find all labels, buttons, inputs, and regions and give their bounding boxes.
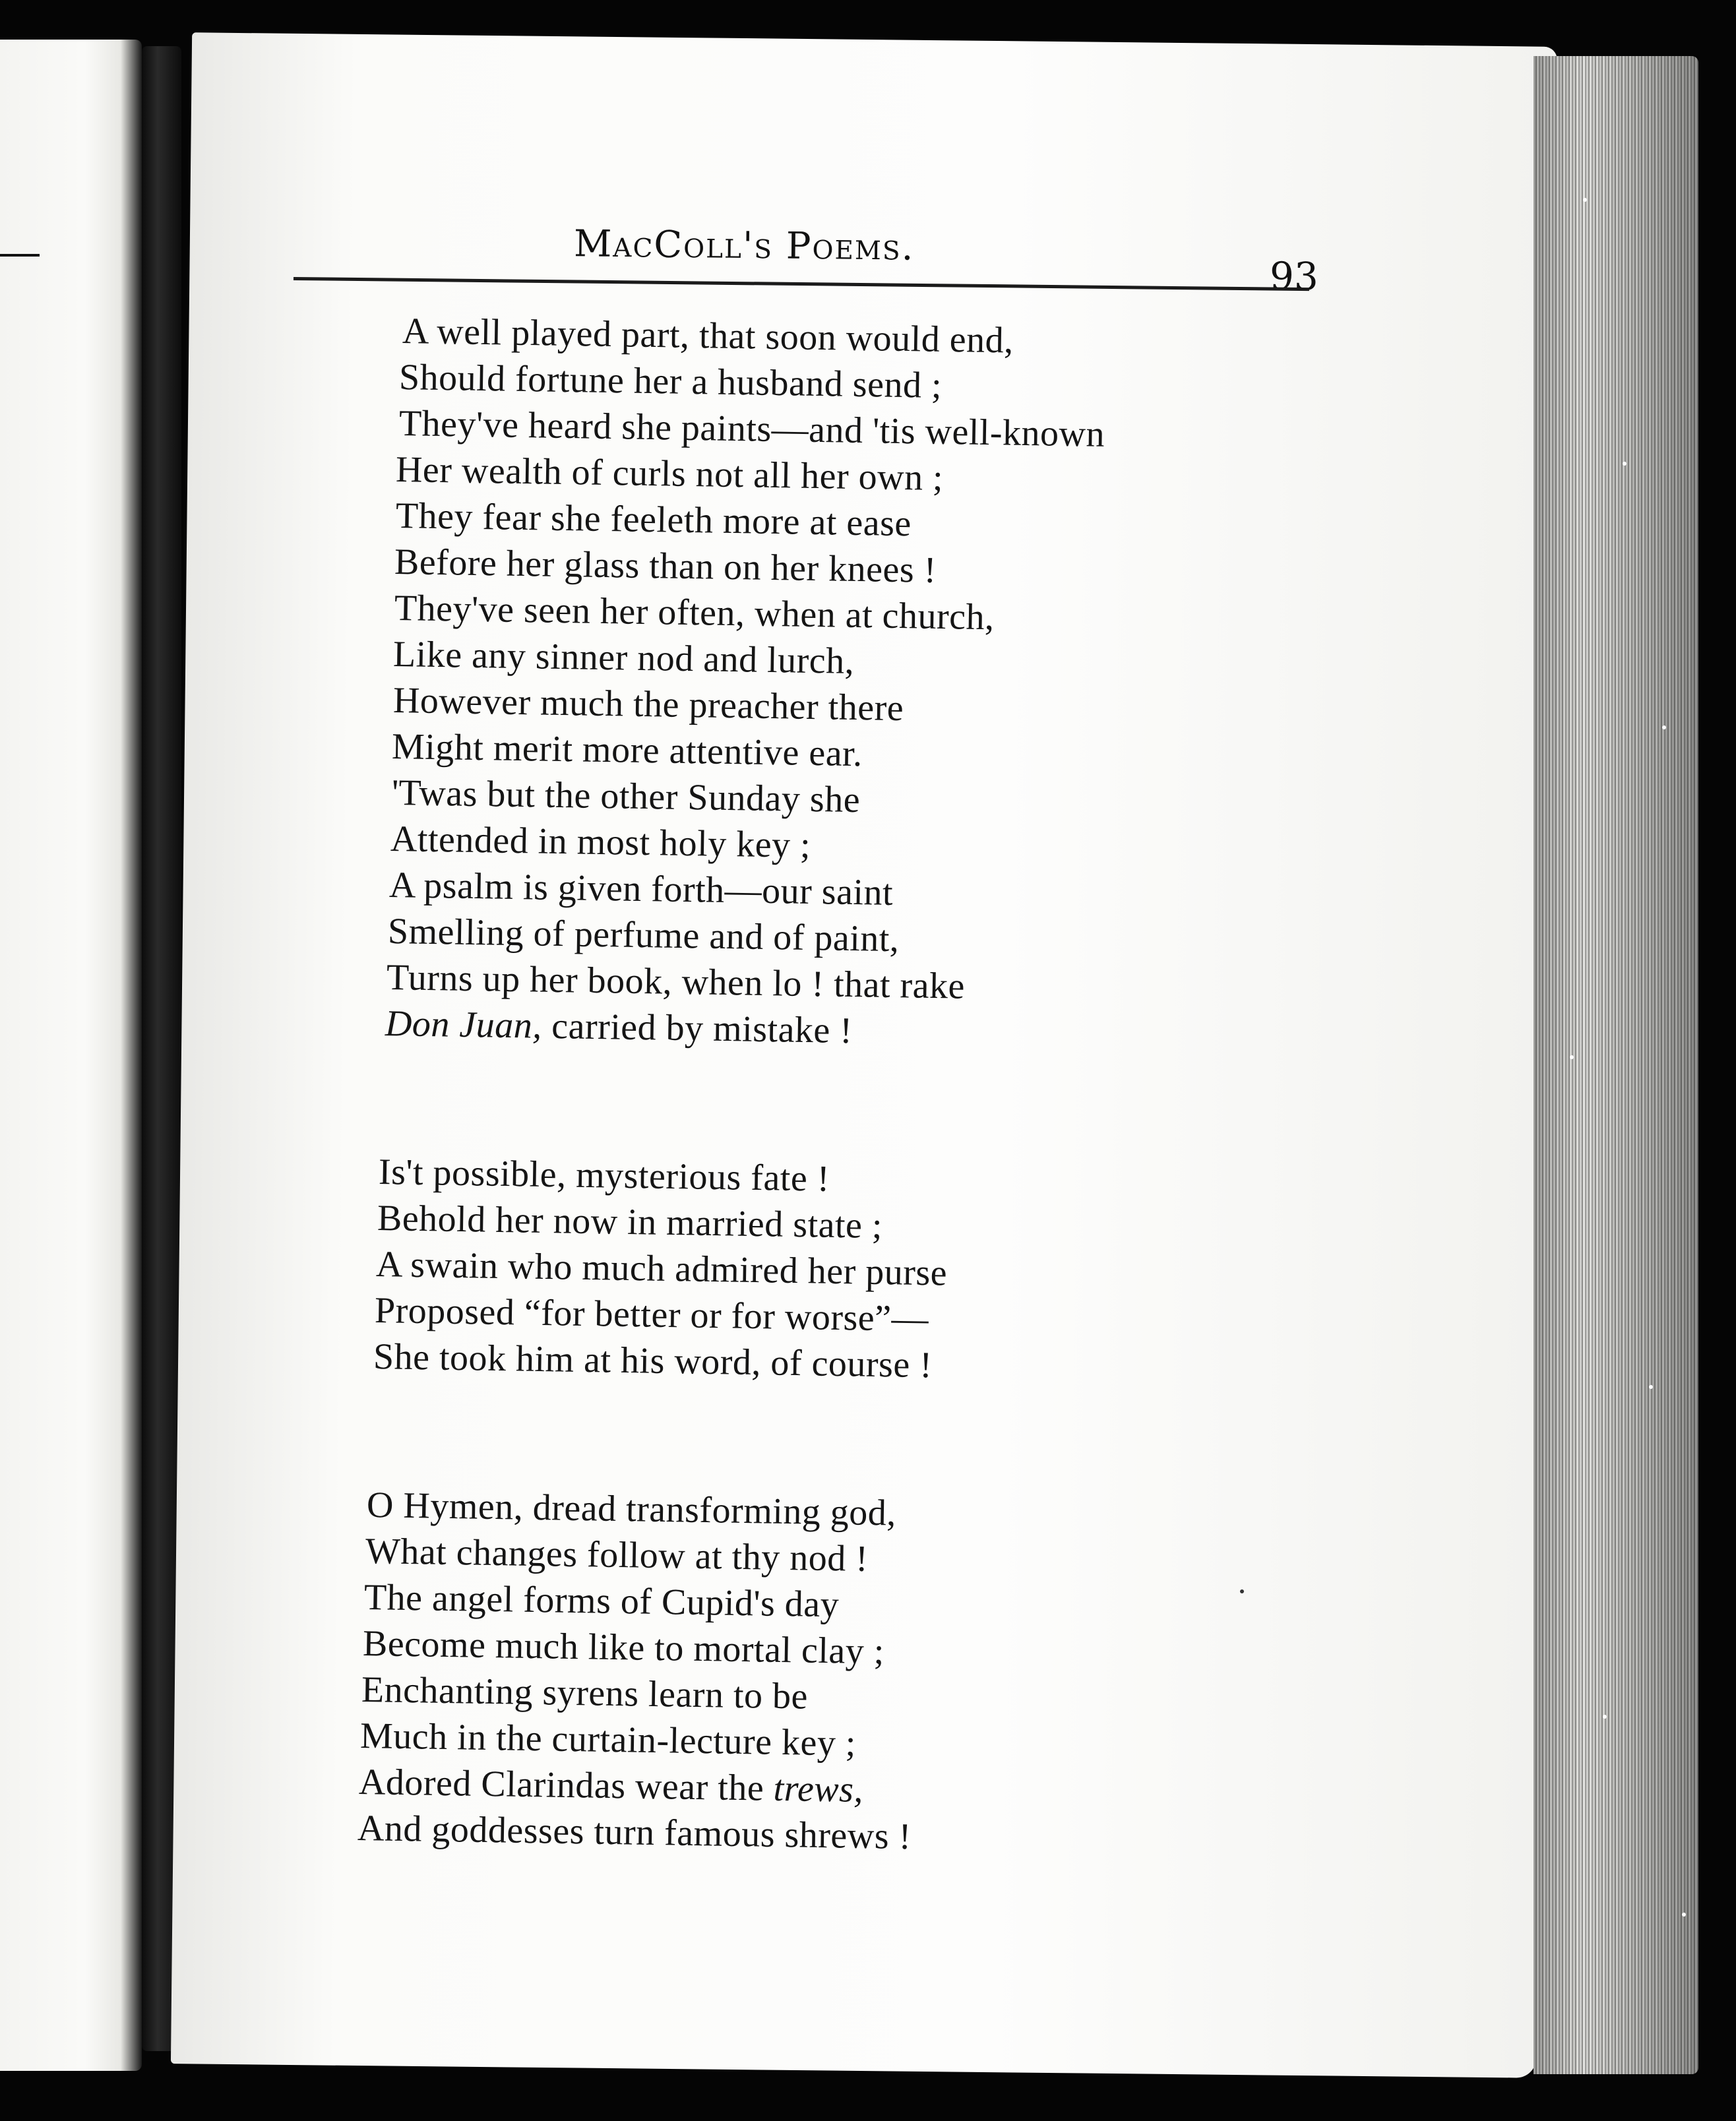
dust-speck: [1623, 462, 1627, 466]
poem-line: Before her glass than on her knees !: [394, 541, 937, 591]
dust-speck: [1583, 198, 1587, 202]
left-page-rule: [0, 254, 40, 257]
dust-speck: [1682, 1913, 1686, 1917]
poem-line: They fear she feeleth more at ease: [395, 495, 912, 545]
poem-line: [385, 1002, 852, 1052]
poem-line: They've seen her often, when at church,: [394, 588, 995, 638]
poem-line: Smelling of perfume and of paint,: [387, 911, 900, 960]
poem-line: Enchanting syrens learn to be: [361, 1669, 809, 1717]
poem-line: Behold her now in married state ;: [377, 1198, 883, 1247]
poem-line: Is't possible, mysterious fate !: [378, 1152, 830, 1200]
poem-line: Might merit more attentive ear.: [391, 726, 863, 775]
poem-line: Turns up her book, when lo ! that rake: [386, 957, 966, 1007]
poem-line: Proposed “for better or for worse”—: [374, 1290, 929, 1340]
poem-line: [358, 1761, 863, 1811]
running-head: MacColl's Poems.: [573, 222, 915, 269]
poem-line: A psalm is given forth—our saint: [388, 865, 894, 913]
poem-line-italic-title: Don Juan,: [385, 1003, 543, 1047]
poem-line: They've heard she paints—and 'tis well-known: [398, 403, 1105, 455]
dust-speck: [1240, 1589, 1244, 1593]
poem-line-italic-word: trews,: [773, 1767, 864, 1811]
poem-line: A swain who much admired her purse: [375, 1244, 948, 1294]
dust-speck: [1649, 1385, 1653, 1389]
poem-line: And goddesses turn famous shrews !: [357, 1808, 912, 1858]
poem-line-text: Adored Clarindas wear the: [358, 1762, 764, 1809]
poem-line: 'Twas but the other Sunday she: [391, 772, 861, 821]
poem-line: Become much like to mortal clay ;: [362, 1623, 885, 1673]
poem-line: Her wealth of curls not all her own ;: [395, 449, 944, 499]
dust-speck: [1662, 725, 1666, 729]
poem-line: Much in the curtain-lecture key ;: [359, 1715, 857, 1764]
poem-line: The angel forms of Cupid's day: [363, 1577, 840, 1626]
page-number: 93: [1269, 253, 1319, 299]
poem-line: What changes follow at thy nod !: [365, 1531, 869, 1580]
poem-line: Like any sinner nod and lurch,: [392, 634, 855, 682]
poem-line: However much the preacher there: [392, 680, 904, 729]
page-edges: [1534, 56, 1698, 2074]
dust-speck: [1570, 1055, 1574, 1059]
left-facing-page: [0, 40, 142, 2071]
dust-speck: [1603, 1715, 1607, 1719]
poem-line: She took him at his word, of course !: [373, 1336, 933, 1386]
poem-line: Should fortune her a husband send ;: [398, 357, 943, 406]
poem-line: Attended in most holy key ;: [390, 818, 811, 867]
poem-line-text: carried by mistake !: [551, 1005, 853, 1052]
poem-line: A well played part, that soon would end,: [402, 311, 1014, 361]
poem-line: O Hymen, dread transforming god,: [366, 1485, 897, 1534]
